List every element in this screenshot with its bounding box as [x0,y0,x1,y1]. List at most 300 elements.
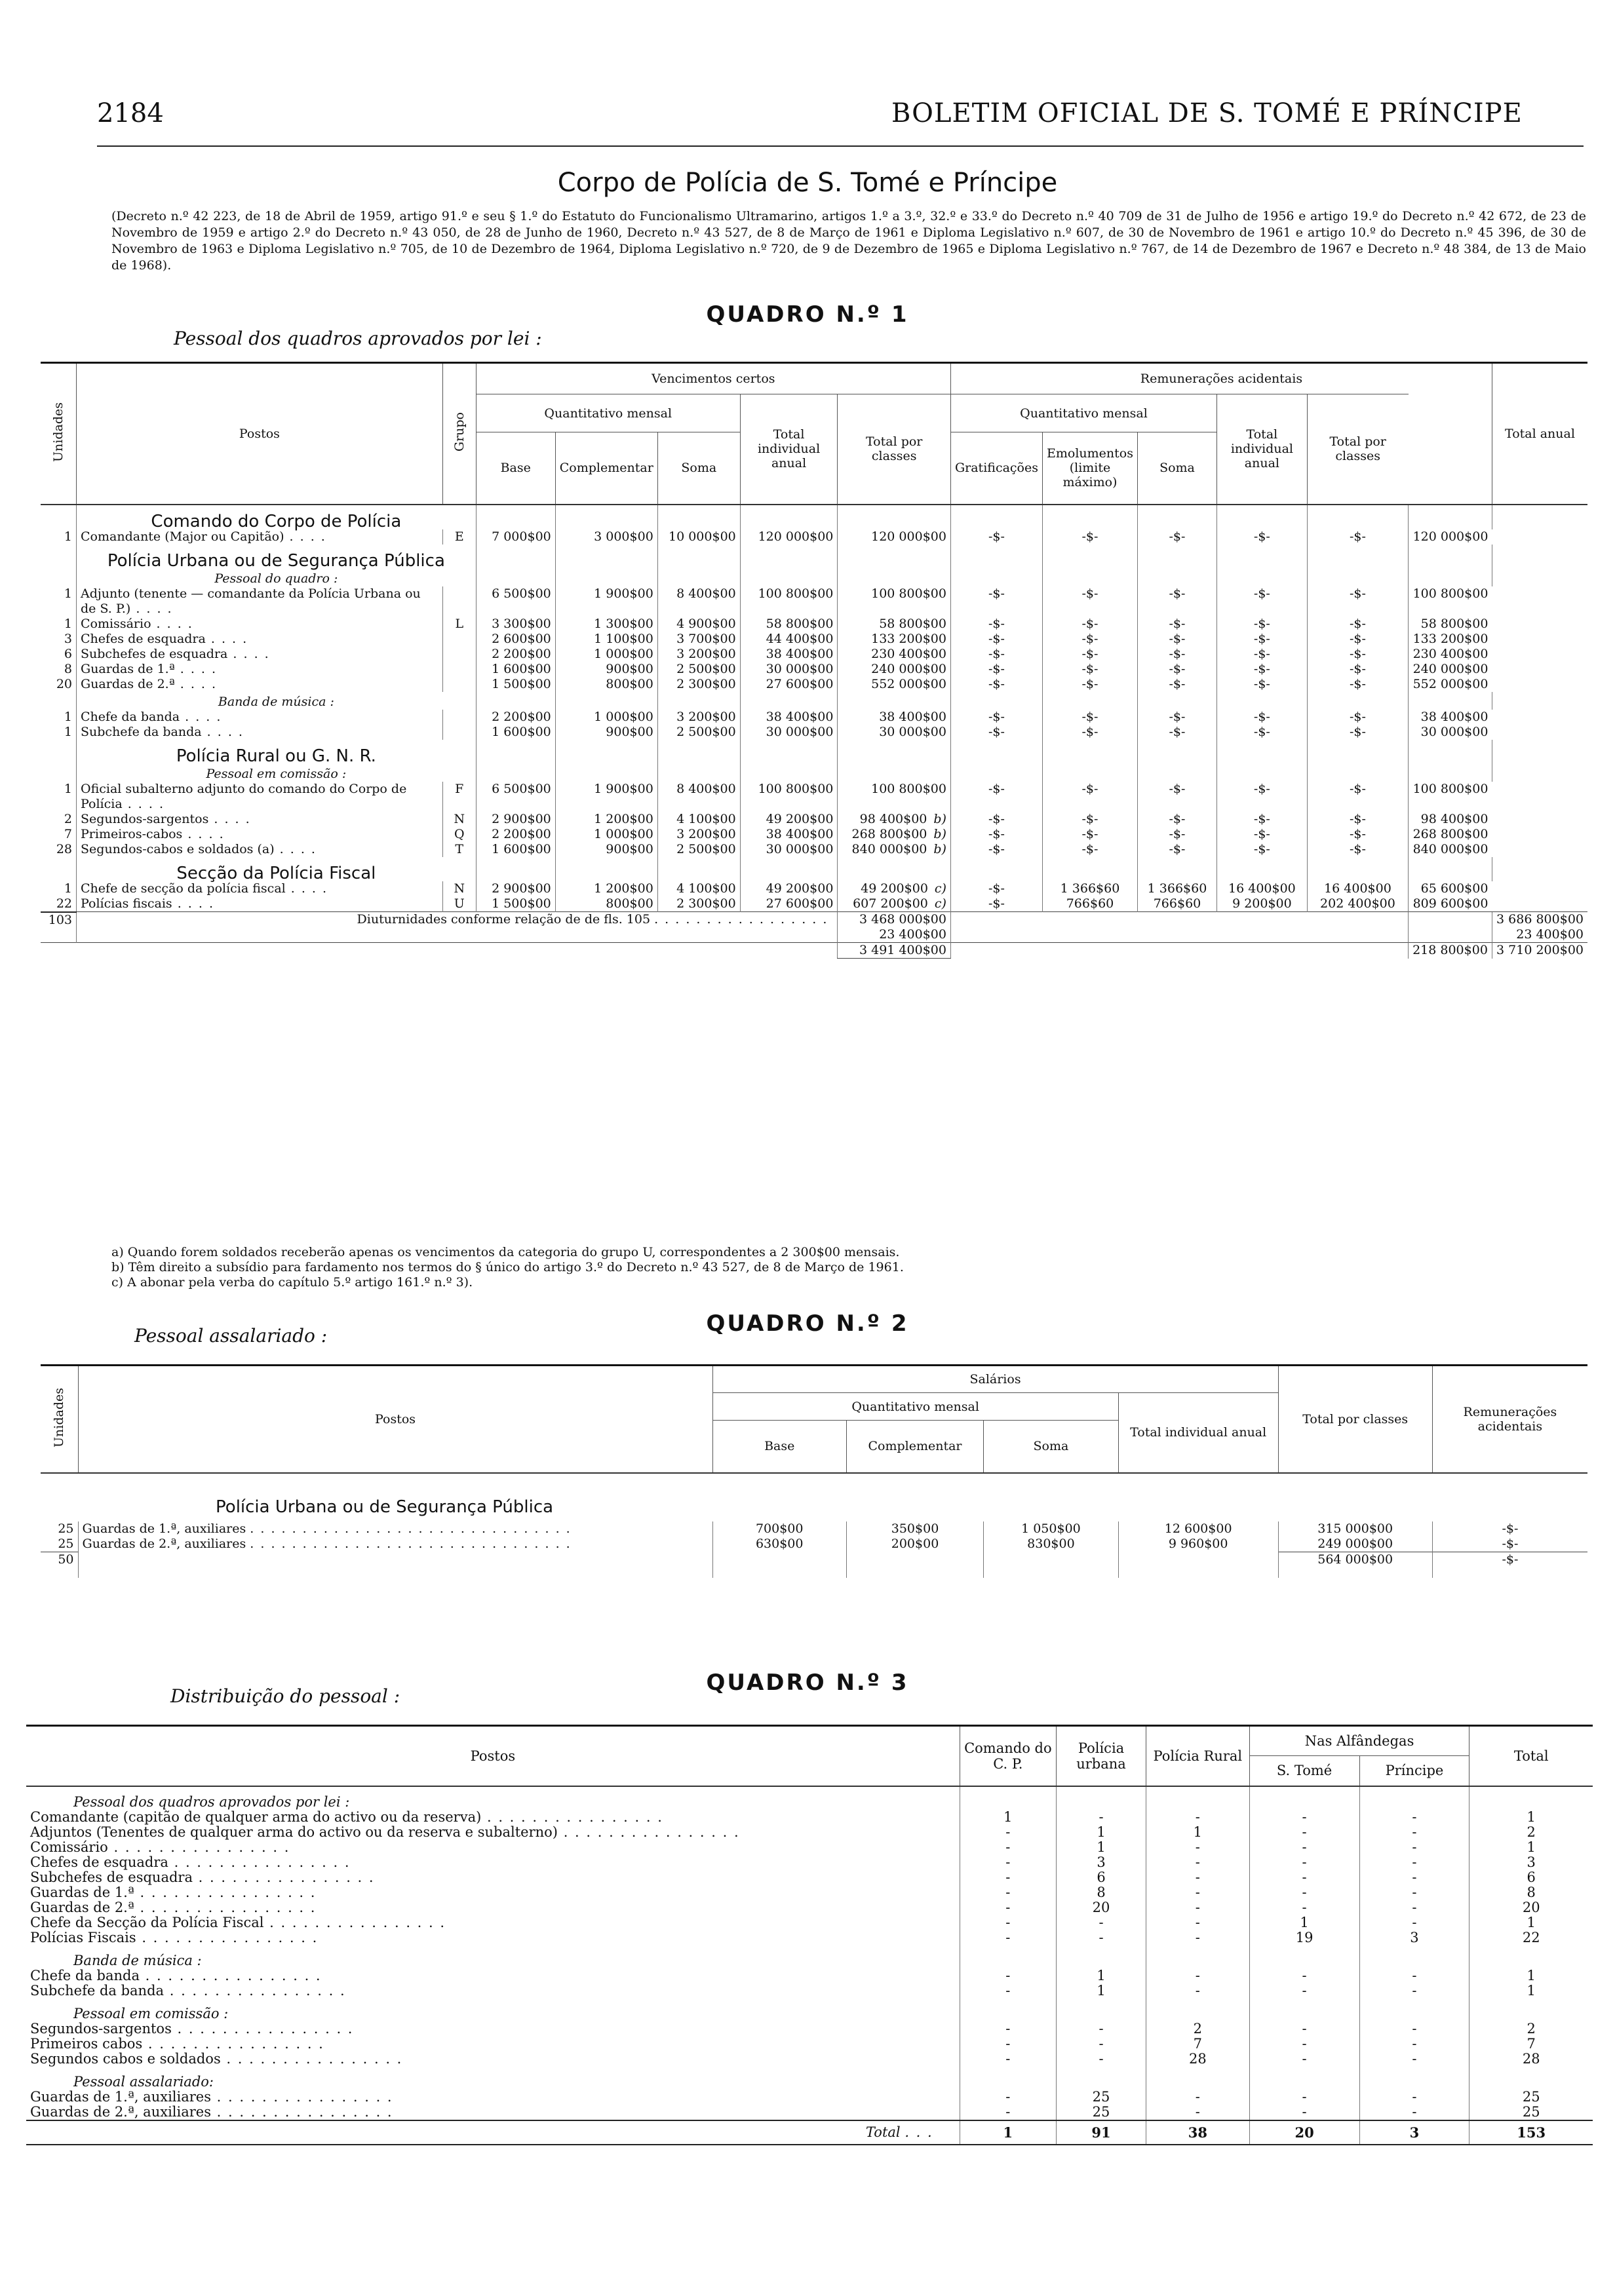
tot-cell: 1 [1469,1810,1593,1825]
unit-count: 3 [64,631,73,646]
grupo-cell [442,677,476,692]
q2-row-tia: 12 600$00 [1118,1521,1278,1537]
st-cell: - [1249,1855,1359,1870]
total-individual-cell: 44 400$00 [740,632,838,647]
rur-cell: - [1146,1968,1250,1983]
soma-cell: 10 000$00 [657,529,740,545]
unit-count: 1 [64,616,73,631]
total-individual-cell: 38 400$00 [740,710,838,725]
base-cell: 2 600$00 [476,632,555,647]
table-row [41,812,1587,827]
q1-header-postos: Postos [77,363,443,505]
rur-cell: - [1146,1855,1250,1870]
page-number: 2184 [97,98,164,128]
pr-cell: - [1359,2090,1469,2105]
posto-label: Segundos-sargentos . . . . [77,812,443,827]
st-cell: - [1249,1968,1359,1983]
total-classes-cell: 230 400$00 [838,647,951,662]
posto-label: Comandante (capitão de qualquer arma do activo ou da reserva) . . . . . . . . . . . . . . . . [30,1808,663,1825]
total-anual-cell: 809 600$00 [1409,896,1492,912]
st-cell: - [1249,1900,1359,1915]
base-cell: 2 900$00 [476,881,555,896]
urb-cell: 8 [1057,1885,1146,1900]
quadro2-table [41,1364,1587,1578]
q2-header-base: Base [712,1421,846,1473]
st-cell: 19 [1249,1930,1359,1945]
total-classes2-cell: -$- [1307,812,1408,827]
q2-row-posto: Guardas de 1.ª, auxiliares . . . . . . . . . . . . . . . . . . . . . . . . . . . . . . . [78,1521,712,1537]
q1-body [41,505,1587,912]
total-anual-cell: 65 600$00 [1409,881,1492,896]
q2-header-salarios: Salários [712,1366,1278,1393]
soma2-cell: -$- [1137,662,1216,677]
q1-header-remuneracoes: Remunerações acidentais [950,363,1492,394]
section-label: Secção da Polícia Fiscal [77,857,477,881]
gratificacoes-cell: -$- [950,632,1042,647]
pr-cell: - [1359,1825,1469,1840]
q2-row-comp: 350$00 [846,1521,983,1537]
table-row [26,2021,1593,2037]
rur-cell: 7 [1146,2037,1250,2052]
grupo-cell: N [442,812,476,827]
soma2-cell: -$- [1137,710,1216,725]
group-row [26,1999,1593,2021]
table-row [26,2052,1593,2067]
table-row [26,1900,1593,1915]
total-anual-cell: 240 000$00 [1409,662,1492,677]
emolumentos-cell: -$- [1043,812,1138,827]
urb-cell: - [1057,1915,1146,1930]
total-individual-cell: 30 000$00 [740,725,838,740]
group-row [26,1786,1593,1810]
comp-cell: 900$00 [555,725,657,740]
tot-cell: 28 [1469,2052,1593,2067]
emolumentos-cell: 1 366$60 [1043,881,1138,896]
base-cell: 2 200$00 [476,827,555,842]
total-individual-cell: 100 800$00 [740,586,838,617]
unit-count: 28 [56,841,73,856]
total-individual-cell: 49 200$00 [740,881,838,896]
q2-header-unidades: Unidades [41,1366,78,1473]
rur-cell: 2 [1146,2021,1250,2037]
cmd-cell: - [960,1900,1056,1915]
posto-label: Polícias Fiscais . . . . . . . . . . . . . . . . [30,1929,319,1945]
unit-count: 1 [64,881,73,896]
posto-label: Subchefe da banda . . . . [77,725,443,740]
section-label: Pessoal do quadro : [77,569,477,586]
q2-row-tpc: 315 000$00 [1278,1521,1432,1537]
q3-body [26,1786,1593,2120]
gratificacoes-cell: -$- [950,725,1042,740]
group-row [26,1945,1593,1968]
st-cell: 1 [1249,1915,1359,1930]
total-anual-cell: 100 800$00 [1409,782,1492,812]
q1-header-quant-mensal: Quantitativo mensal [476,394,740,432]
gratificacoes-cell: -$- [950,881,1042,896]
total-individual2-cell: -$- [1217,782,1308,812]
posto-label: Comissário . . . . [77,617,443,632]
comp-cell: 1 000$00 [555,647,657,662]
total-classes-cell: 58 800$00 [838,617,951,632]
table-row [41,677,1587,692]
total-classes2-cell: -$- [1307,662,1408,677]
total-individual2-cell: -$- [1217,586,1308,617]
total-individual-cell: 49 200$00 [740,812,838,827]
gratificacoes-cell: -$- [950,529,1042,545]
q1-grand-ta: 3 710 200$00 [1492,943,1587,959]
rur-cell: - [1146,1983,1250,1999]
pr-cell: - [1359,1885,1469,1900]
q3-header-urbana: Polícia urbana [1057,1726,1146,1786]
group-label: Pessoal assalariado: [73,2073,214,2090]
total-anual-cell: 120 000$00 [1409,529,1492,545]
base-cell: 3 300$00 [476,617,555,632]
posto-label: Comissário . . . . . . . . . . . . . . . . [30,1839,290,1855]
posto-label: Adjuntos (Tenentes de qualquer arma do activo ou da reserva e subalterno) . . . . . . . . . . . . . . . . [30,1824,740,1840]
footnote-ref: c) [934,896,946,911]
grupo-cell [442,710,476,725]
st-cell: - [1249,1840,1359,1855]
grupo-cell: E [442,529,476,545]
q2-row-soma: 1 050$00 [984,1521,1119,1537]
header-rule [97,145,1584,147]
table-row [26,1870,1593,1885]
tot-cell: 3 [1469,1855,1593,1870]
total-individual2-cell: -$- [1217,842,1308,857]
footnote-ref: b) [933,811,946,826]
gratificacoes-cell: -$- [950,842,1042,857]
section-row [41,764,1587,782]
base-cell: 1 500$00 [476,677,555,692]
emolumentos-cell: 766$60 [1043,896,1138,912]
pr-cell: - [1359,1968,1469,1983]
unit-count: 2 [64,811,73,826]
soma2-cell: -$- [1137,782,1216,812]
q2-header-remuneracoes: Remunerações acidentais [1432,1366,1587,1473]
total-classes2-cell: -$- [1307,827,1408,842]
posto-label: Guardas de 1.ª . . . . . . . . . . . . . . . . [30,1884,317,1900]
pr-cell: - [1359,1915,1469,1930]
st-cell: - [1249,1983,1359,1999]
q3-header-rural: Polícia Rural [1146,1726,1250,1786]
soma2-cell: -$- [1137,586,1216,617]
section-row [41,569,1587,586]
total-individual-cell: 120 000$00 [740,529,838,545]
grupo-cell: Q [442,827,476,842]
table-row [26,1968,1593,1983]
quadro3-table [26,1725,1593,2145]
rur-cell: - [1146,1930,1250,1945]
tot-cell: 7 [1469,2037,1593,2052]
q3-header-comando: Comando do C. P. [960,1726,1056,1786]
posto-label: Subchefes de esquadra . . . . [77,647,443,662]
q2-row-base: 700$00 [712,1521,846,1537]
q1-header-soma: Soma [657,432,740,505]
q1-grand-rem: 218 800$00 [1409,943,1492,959]
gratificacoes-cell: -$- [950,647,1042,662]
urb-cell: 3 [1057,1855,1146,1870]
rur-cell: - [1146,2105,1250,2120]
table-row [41,529,1587,545]
cmd-cell: - [960,1855,1056,1870]
st-cell: - [1249,1825,1359,1840]
comp-cell: 800$00 [555,896,657,912]
table-row [26,1855,1593,1870]
q1-sum1-ta: 3 686 800$00 23 400$00 [1492,912,1587,943]
grupo-cell: F [442,782,476,812]
pr-cell: - [1359,2105,1469,2120]
emolumentos-cell: -$- [1043,782,1138,812]
grupo-cell [442,632,476,647]
soma-cell: 2 500$00 [657,842,740,857]
total-classes2-cell: -$- [1307,710,1408,725]
posto-label: Guardas de 1.ª . . . . [77,662,443,677]
rur-cell: 1 [1146,1825,1250,1840]
gratificacoes-cell: -$- [950,827,1042,842]
cmd-cell: 1 [960,1810,1056,1825]
table-row [26,1840,1593,1855]
comp-cell: 1 300$00 [555,617,657,632]
posto-label: Chefes de esquadra . . . . [77,632,443,647]
soma-cell: 2 500$00 [657,725,740,740]
tot-cell: 1 [1469,1915,1593,1930]
rur-cell: 28 [1146,2052,1250,2067]
group-row [26,2067,1593,2090]
document-heading: Corpo de Polícia de S. Tomé e Príncipe [557,168,1058,198]
q2-row-rem: -$- [1432,1537,1587,1552]
soma-cell: 4 900$00 [657,617,740,632]
comp-cell: 1 900$00 [555,586,657,617]
group-label: Pessoal dos quadros aprovados por lei : [73,1793,350,1810]
q3-total-rur: 38 [1146,2120,1250,2145]
pr-cell: - [1359,1870,1469,1885]
q3-total-st: 20 [1249,2120,1359,2145]
group-label: Pessoal em comissão : [73,2005,229,2021]
gratificacoes-cell: -$- [950,586,1042,617]
rur-cell: - [1146,1810,1250,1825]
q1-header-gratificacoes: Gratificações [950,432,1042,505]
q2-row-tia: 9 960$00 [1118,1537,1278,1552]
total-classes2-cell: 202 400$00 [1307,896,1408,912]
q2-row-base: 630$00 [712,1537,846,1552]
q1-header-emolumentos: Emolumentos (limite máximo) [1043,432,1138,505]
total-individual-cell: 38 400$00 [740,827,838,842]
st-cell: - [1249,1810,1359,1825]
q1-header-complementar: Complementar [555,432,657,505]
emolumentos-cell: -$- [1043,710,1138,725]
posto-label: Segundos-cabos e soldados (a) . . . . [77,842,443,857]
grupo-cell [442,586,476,617]
emolumentos-cell: -$- [1043,632,1138,647]
st-cell: - [1249,2021,1359,2037]
soma-cell: 3 200$00 [657,710,740,725]
total-anual-cell: 30 000$00 [1409,725,1492,740]
gratificacoes-cell: -$- [950,617,1042,632]
base-cell: 6 500$00 [476,782,555,812]
q1-header-vencimentos: Vencimentos certos [476,363,950,394]
soma-cell: 4 100$00 [657,881,740,896]
base-cell: 7 000$00 [476,529,555,545]
posto-label: Chefe de secção da polícia fiscal . . . . [77,881,443,896]
unit-count: 7 [64,826,73,841]
posto-label: Chefes de esquadra . . . . . . . . . . . . . . . . [30,1854,351,1870]
cmd-cell: - [960,2052,1056,2067]
section-row [41,545,1587,569]
total-individual2-cell: -$- [1217,617,1308,632]
total-anual-cell: 38 400$00 [1409,710,1492,725]
st-cell: - [1249,1870,1359,1885]
soma-cell: 4 100$00 [657,812,740,827]
table-row [41,586,1587,617]
total-individual2-cell: -$- [1217,647,1308,662]
total-individual2-cell: -$- [1217,677,1308,692]
pr-cell: - [1359,2052,1469,2067]
pr-cell: - [1359,1855,1469,1870]
total-classes2-cell: -$- [1307,677,1408,692]
table-row [26,1930,1593,1945]
cmd-cell: - [960,1930,1056,1945]
soma2-cell: -$- [1137,647,1216,662]
q2-total-tpc: 564 000$00 [1278,1552,1432,1578]
emolumentos-cell: -$- [1043,827,1138,842]
q1-header-total-classes: Total por classes [838,394,951,505]
q2-row-soma: 830$00 [984,1537,1119,1552]
gratificacoes-cell: -$- [950,710,1042,725]
table-row [41,827,1587,842]
cmd-cell: - [960,1870,1056,1885]
posto-label: Subchefes de esquadra . . . . . . . . . . . . . . . . [30,1869,375,1885]
q2-row-rem: -$- [1432,1521,1587,1537]
comp-cell: 1 200$00 [555,881,657,896]
posto-label: Chefe da Secção da Polícia Fiscal . . . . . . . . . . . . . . . . [30,1914,446,1930]
base-cell: 1 600$00 [476,725,555,740]
soma2-cell: -$- [1137,842,1216,857]
q3-total-cmd: 1 [960,2120,1056,2145]
base-cell: 6 500$00 [476,586,555,617]
tot-cell: 8 [1469,1885,1593,1900]
urb-cell: - [1057,2037,1146,2052]
total-classes2-cell: -$- [1307,586,1408,617]
base-cell: 1 600$00 [476,662,555,677]
q1-sum1: 3 468 000$00 23 400$00 [838,912,951,943]
base-cell: 2 900$00 [476,812,555,827]
pr-cell: - [1359,1983,1469,1999]
total-classes-cell: 38 400$00 [838,710,951,725]
quadro3-subtitle: Distribuição do pessoal : [170,1685,400,1707]
pr-cell: - [1359,2037,1469,2052]
table-row [41,881,1587,896]
section-label: Banda de música : [77,692,477,710]
emolumentos-cell: -$- [1043,529,1138,545]
q3-header-st: S. Tomé [1249,1756,1359,1786]
q2-section-label: Polícia Urbana ou de Segurança Pública [216,1497,554,1517]
tot-cell: 1 [1469,1840,1593,1855]
gratificacoes-cell: -$- [950,662,1042,677]
grupo-cell: N [442,881,476,896]
posto-label: Primeiros-cabos . . . . [77,827,443,842]
urb-cell: - [1057,2021,1146,2037]
tot-cell: 22 [1469,1930,1593,1945]
urb-cell: - [1057,1930,1146,1945]
section-label: Polícia Urbana ou de Segurança Pública [77,545,477,569]
table-row [26,1885,1593,1900]
soma-cell: 2 300$00 [657,677,740,692]
total-individual2-cell: -$- [1217,812,1308,827]
q2-row-u: 25 [58,1536,74,1551]
comp-cell: 900$00 [555,662,657,677]
table-row [26,2037,1593,2052]
posto-label: Guardas de 2.ª . . . . [77,677,443,692]
st-cell: - [1249,1885,1359,1900]
soma2-cell: 1 366$60 [1137,881,1216,896]
unit-count: 1 [64,781,73,796]
total-classes-cell: 552 000$00 [838,677,951,692]
table-row [41,782,1587,812]
urb-cell: 20 [1057,1900,1146,1915]
q2-header-total-classes: Total por classes [1278,1366,1432,1473]
q2-header-postos: Postos [78,1366,712,1473]
unit-count: 1 [64,529,73,544]
q3-total-label: Total . . . [26,2120,960,2145]
gratificacoes-cell: -$- [950,896,1042,912]
grupo-cell [442,662,476,677]
soma-cell: 3 700$00 [657,632,740,647]
tot-cell: 6 [1469,1870,1593,1885]
unit-count: 1 [64,724,73,739]
q1-grand-total: 3 491 400$00 [838,943,951,959]
grupo-cell: T [442,842,476,857]
unit-count: 8 [64,661,73,676]
urb-cell: 1 [1057,1968,1146,1983]
comp-cell: 1 100$00 [555,632,657,647]
st-cell: - [1249,2105,1359,2120]
soma2-cell: -$- [1137,812,1216,827]
pr-cell: 3 [1359,1930,1469,1945]
soma-cell: 3 200$00 [657,647,740,662]
soma2-cell: -$- [1137,529,1216,545]
pr-cell: - [1359,2021,1469,2037]
gratificacoes-cell: -$- [950,782,1042,812]
q3-total-pr: 3 [1359,2120,1469,2145]
total-classes-cell: 607 200$00 c) [838,896,951,912]
urb-cell: - [1057,1810,1146,1825]
table-row [41,725,1587,740]
total-classes2-cell: -$- [1307,632,1408,647]
footnote-a: a) Quando forem soldados receberão apenas os vencimentos da categoria do grupo U, correspondentes a 2 300$00 mensais. [111,1245,900,1259]
total-individual2-cell: -$- [1217,662,1308,677]
q3-header-postos: Postos [26,1726,960,1786]
table-row [41,710,1587,725]
quadro1-table [41,362,1587,959]
total-classes-cell: 30 000$00 [838,725,951,740]
q3-total-tot: 153 [1469,2120,1593,2145]
emolumentos-cell: -$- [1043,617,1138,632]
total-classes-cell: 240 000$00 [838,662,951,677]
soma2-cell: -$- [1137,617,1216,632]
unit-count: 20 [56,676,73,691]
total-individual-cell: 27 600$00 [740,677,838,692]
q1-header-total-individual2: Total individual anual [1217,394,1308,505]
total-anual-cell: 98 400$00 [1409,812,1492,827]
table-row [26,1983,1593,1999]
footnote-c: c) A abonar pela verba do capítulo 5.º artigo 161.º n.º 3). [111,1275,473,1290]
total-individual-cell: 38 400$00 [740,647,838,662]
q2-total-rem: -$- [1432,1552,1587,1578]
base-cell: 2 200$00 [476,647,555,662]
comp-cell: 3 000$00 [555,529,657,545]
pr-cell: - [1359,1900,1469,1915]
q1-header-quant-mensal2: Quantitativo mensal [950,394,1216,432]
